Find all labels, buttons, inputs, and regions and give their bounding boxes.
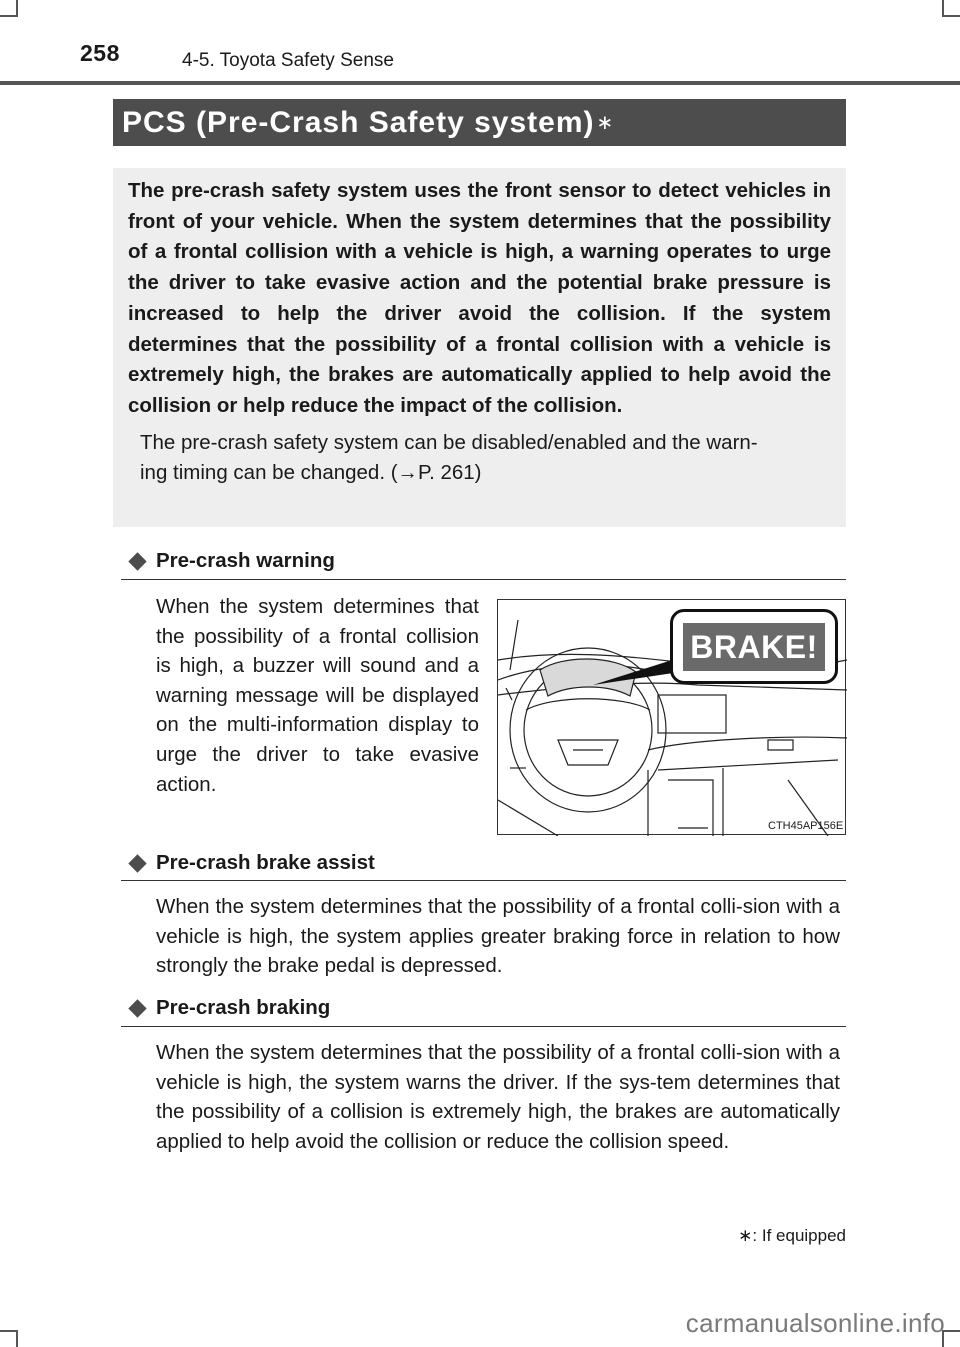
section-heading-pre-crash-brake-assist xyxy=(128,851,846,875)
section-heading-label: Pre-crash braking xyxy=(156,996,331,1019)
brake-warning-message: BRAKE! xyxy=(683,623,825,671)
diamond-bullet-icon xyxy=(128,552,146,570)
section-text-pre-crash-warning: When the system determines that the possibility of a frontal collision is high, a buzzer will sound and a warning message will be displayed on the multi-information display to urge the driver to take evasive action. xyxy=(156,595,479,796)
figure-code: CTH45AP156E xyxy=(768,820,844,832)
intro-text: The pre-crash safety system uses the front sensor to detect vehicles in front of your vehicle. When the system determines that the possibility of a frontal collision with a vehicle is high, a warning operates to urge the driver to take evasive action and the potential brake pressure is increased to help the driver avoid the collision. If the system determines that the possibility of a frontal collision with a vehicle is extremely high, the brakes are automatically applied to help avoid the collision or help reduce the impact of the collision. xyxy=(128,179,831,417)
page-title: PCS (Pre-Crash Safety system) xyxy=(122,105,595,139)
intro-note-line2: ing timing can be changed. (→P. 261) xyxy=(140,460,482,484)
equipped-asterisk: ∗ xyxy=(596,112,614,134)
footnote: ∗: If equipped xyxy=(738,1226,846,1245)
section-text-pre-crash-braking: When the system determines that the possibility of a frontal colli-sion with a vehicle is high, the system warns the driver. If the sys-tem determines that the possibility of a collision is extremely high, the brakes are automatically applied to help avoid the collision or reduce the collision speed. xyxy=(156,1041,840,1153)
diamond-bullet-icon xyxy=(128,999,146,1017)
intro-note-line1: The pre-crash safety system can be disabled/enabled and the warn- xyxy=(140,430,758,454)
intro-note xyxy=(140,428,831,488)
section-heading-label: Pre-crash brake assist xyxy=(156,851,375,874)
crop-mark xyxy=(942,0,944,17)
crop-mark xyxy=(942,15,960,17)
section-label: 4-5. Toyota Safety Sense xyxy=(182,50,394,71)
section-text-pre-crash-brake-assist: When the system determines that the possibility of a frontal colli-sion with a vehicle is high, the system applies greater braking force in relation to how strongly the brake pedal is depressed. xyxy=(156,895,840,978)
header-rule xyxy=(0,81,960,85)
section-heading-pre-crash-braking xyxy=(128,996,846,1020)
heading-rule xyxy=(121,579,846,580)
title-bar xyxy=(113,99,846,146)
watermark: carmanualsonline.info xyxy=(685,1308,945,1338)
crop-mark xyxy=(16,1330,18,1347)
heading-rule xyxy=(121,880,846,881)
diamond-bullet-icon xyxy=(128,854,146,872)
section-heading-pre-crash-warning xyxy=(128,549,846,573)
warning-callout xyxy=(670,609,838,684)
crop-mark xyxy=(16,0,18,17)
heading-rule xyxy=(121,1026,846,1027)
section-heading-label: Pre-crash warning xyxy=(156,549,335,572)
intro-box xyxy=(113,168,846,527)
page-number: 258 xyxy=(80,40,120,66)
